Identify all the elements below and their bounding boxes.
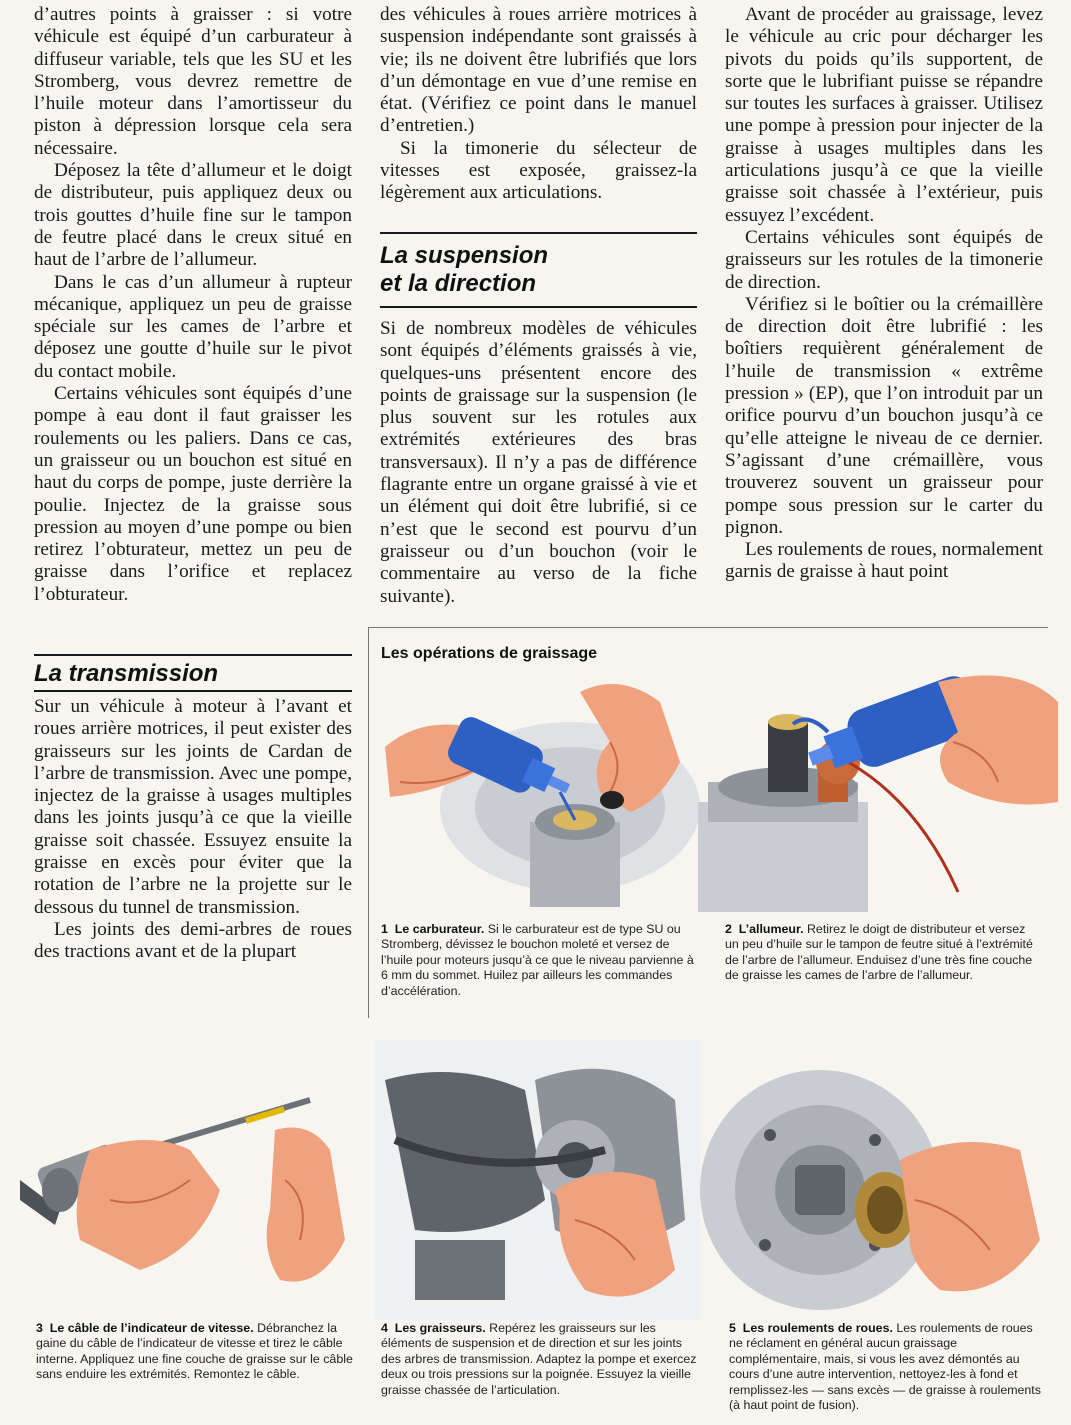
text-column-suspension [380, 318, 697, 608]
section-rule [34, 654, 352, 656]
paragraph: Vérifiez si le boîtier ou la crémaillère de direction doit être lubrifié : les boîtiers requièrent généralement de l’huile de transmission « extrême pression » (EP), que l’on introduit par un orifice pourvu d’un bouchon jusqu’à ce qu’elle atteigne le niveau de ce dernier. S’agissant d’une crémaillère, vous trouverez souvent un graisseur pour pompe sous pression sur le carter du pignon. [725, 293, 1043, 538]
paragraph: Certains véhicules sont équipés de graisseurs sur les rotules de la timonerie de direction. [725, 226, 1043, 293]
text-column-transmission [34, 696, 352, 964]
caption-2 [725, 922, 1042, 984]
figure-top-rule [368, 627, 1048, 628]
caption-number: 4 [381, 1321, 388, 1335]
figure-title: Les opérations de graissage [381, 645, 598, 662]
caption-text: Retirez le doigt de distributeur et versez un peu d’huile sur le tampon de feutre situé à l’extrémité de l’arbre de l’allumeur. Enduisez d’une très fine couche de graisse les cames de l’arbre de l’allumeur. [725, 922, 1033, 983]
paragraph: Les roulements de roues, normalement garnis de graisse à haut point [725, 539, 1043, 583]
text-column-right [725, 4, 1043, 584]
caption-number: 1 [381, 922, 388, 936]
paragraph: Les joints des demi-arbres de roues des tractions avant et de la plupart [34, 918, 352, 963]
caption-number: 5 [729, 1321, 736, 1335]
paragraph: Certains véhicules sont équipés d’une pompe à eau dont il faut graisser les roulements ou les paliers. Dans ce cas, un graisseur ou un bouchon est situé en haut du corps de pompe, juste derrière la poulie. Injectez de la graisse sous pression au moyen d’une pompe ou bien retirez l’obturateur, mettez un peu de graisse dans l’orifice et replacez l’obturateur. [34, 383, 352, 605]
paragraph: Si la timonerie du sélecteur de vitesses est exposée, graissez-la légèrement aux articulations. [380, 137, 697, 204]
paragraph: Si de nombreux modèles de véhicules sont équipés d’éléments graissés à vie, quelques-uns présentent encore des points de graissage sur la suspension (le plus souvent sur les rotules aux extrémités extérieures des bras transversaux). Il n’y a pas de différence flagrante entre un organe graissé à vie et un élément qui doit être lubrifié, si ce n’est que le second est pourvu d’un graisseur ou d’un bouchon (voir le commentaire au verso de la fiche suivante). [380, 318, 697, 607]
section-heading-transmission: La transmission [34, 660, 219, 687]
caption-number: 2 [725, 922, 732, 936]
paragraph: Dans le cas d’un allumeur à rupteur mécanique, appliquez un peu de graisse spéciale sur les cames de l’arbre et déposez une goutte d’huile sur le pivot du contact mobile. [34, 271, 352, 382]
caption-title: Les roulements de roues. [742, 1321, 893, 1335]
caption-number: 3 [36, 1321, 43, 1335]
illustration-distributor [698, 662, 1058, 917]
text-column-left [34, 4, 352, 606]
paragraph: Avant de procéder au graissage, levez le véhicule au cric pour décharger les pivots du poids qu’ils supportent, de sorte que le lubrifiant puisse se répandre sur toutes les surfaces à graisser. Utilisez une pompe à pression pour injecter de la graisse à usages multiples dans les articulations jusqu’à ce que la vieille graisse soit chassée à l’extérieur, puis essuyez l’excédent. [725, 4, 1043, 226]
heading-line: et la direction [380, 270, 537, 297]
section-rule [380, 306, 697, 308]
caption-title: Le câble de l’indicateur de vitesse. [49, 1321, 254, 1335]
paragraph: d’autres points à graisser : si votre véhicule est équipé d’un carburateur à diffuseur variable, tels que les SU et les Stromberg, vous devrez remettre de l’huile moteur dans l’amortisseur du piston à dépression lorsque cela sera nécessaire. [34, 4, 352, 159]
text-column-middle [380, 4, 697, 205]
paragraph: des véhicules à roues arrière motrices à suspension indépendante sont graissés à vie; ils ne doivent être lubrifiés que lors d’un démontage en vue d’une remise en état. (Vérifiez ce point dans le manuel d’entretien.) [380, 4, 697, 137]
caption-text: Repérez les graisseurs sur les éléments de suspension et de direction et sur les joints des arbres de transmission. Adaptez la pompe et exercez deux ou trois pressions sur la poignée. Essuyez la vieille graisse chassée de l’articulation. [381, 1321, 697, 1397]
caption-title: L’allumeur. [738, 922, 804, 936]
section-heading-suspension [380, 242, 548, 298]
heading-line: La suspension [380, 242, 549, 269]
caption-text: Si le carburateur est de type SU ou Stromberg, dévissez le bouchon moleté et versez de l’huile pour moteurs jusqu’à ce que le niveau parvienne à 6 mm du sommet. Huilez par ailleurs les commandes d’accélération. [381, 922, 694, 998]
section-rule [380, 232, 697, 234]
caption-4 [381, 1321, 699, 1398]
illustration-wheel-bearings [700, 1040, 1045, 1320]
illustration-grease-nipples [375, 1040, 700, 1320]
illustration-speedometer-cable [20, 1080, 360, 1310]
caption-1 [381, 922, 698, 999]
figure-divider [368, 628, 369, 1018]
caption-5 [729, 1321, 1045, 1413]
caption-3 [36, 1321, 354, 1383]
paragraph: Déposez la tête d’allumeur et le doigt de distributeur, puis appliquez deux ou trois gouttes d’huile fine sur le tampon de feutre placé dans le creux situé en haut de l’arbre de l’allumeur. [34, 160, 352, 271]
caption-title: Les graisseurs. [394, 1321, 486, 1335]
caption-text: Débranchez la gaine du câble de l’indicateur de vitesse et tirez le câble interne. Appliquez une fine couche de graisse sur le câble sans enduire les extrémités. Remontez le câble. [36, 1321, 353, 1382]
illustration-carburetor [380, 672, 705, 912]
section-rule [34, 690, 352, 692]
caption-title: Le carburateur. [394, 922, 485, 936]
paragraph: Sur un véhicule à moteur à l’avant et roues arrière motrices, il peut exister des graisseurs sur les joints de Cardan de l’arbre de transmission. Avec une pompe, injectez de la graisse à usages multiples dans les joints jusqu’à ce que la vieille graisse soit chassée. Essuyez ensuite la graisse en excès pour éviter que la rotation de l’arbre ne la projette sur le dessous du tunnel de transmission. [34, 696, 352, 918]
caption-text: Les roulements de roues ne réclament en général aucun graissage complémentaire, mais, si vous les avez démontés au cours d’une autre intervention, nettoyez-les à fond et remplissez-les — sans excès — de graisse à roulements (à haut point de fusion). [729, 1321, 1041, 1413]
